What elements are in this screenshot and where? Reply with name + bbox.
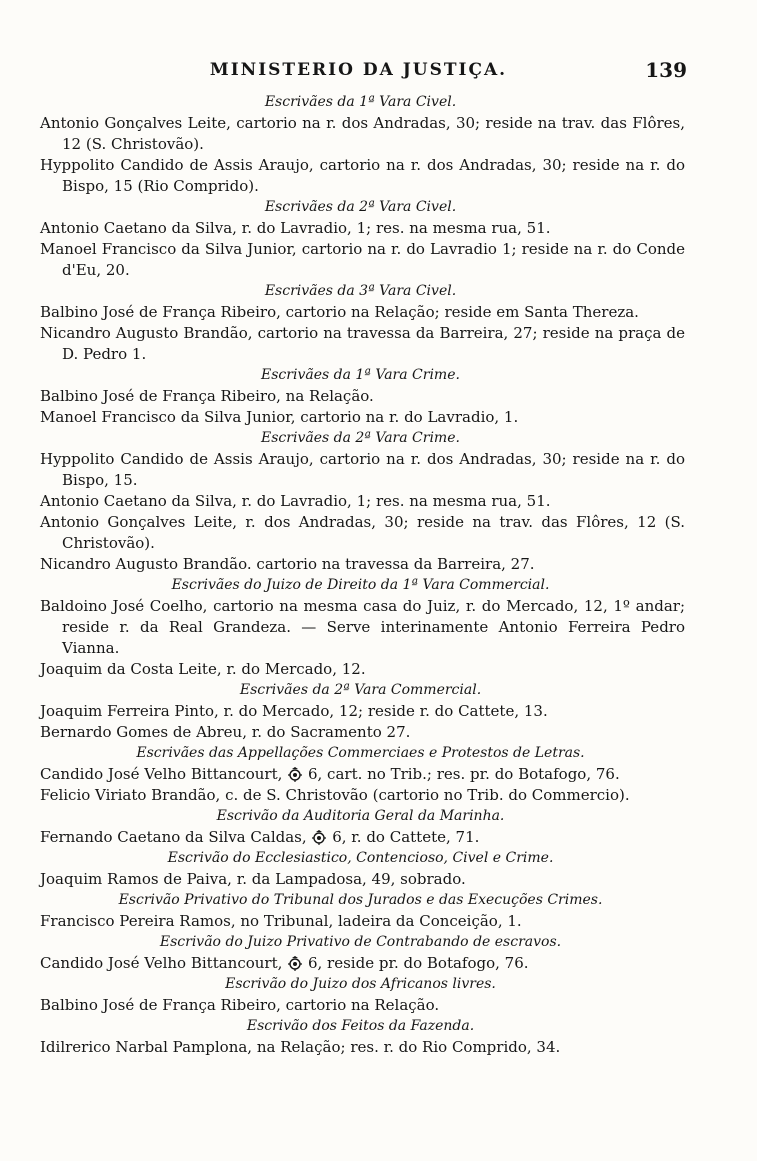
order-insignia-icon (287, 766, 303, 782)
order-insignia-icon (287, 955, 303, 971)
page-number: 139 (645, 58, 687, 82)
entry: Manoel Francisco da Silva Junior, cartorio na r. do Lavradio 1; reside na r. do Conde d'Eu, 20. (40, 240, 685, 279)
section-heading: Escrivão do Juizo Privativo de Contrabando de escravos. (159, 934, 562, 950)
entry-text-before-icon: Fernando Caetano da Silva Caldas, (40, 828, 307, 846)
entry: Nicandro Augusto Brandão. cartorio na travessa da Barreira, 27. (40, 555, 535, 573)
entry: Balbino José de França Ribeiro, na Relação. (40, 387, 374, 405)
section-heading: Escrivães das Appellações Commerciaes e Protestos de Letras. (136, 745, 585, 761)
section-heading: Escrivães da 2ª Vara Commercial. (239, 682, 482, 698)
entry-text-before-icon: Candido José Velho Bittancourt, (40, 954, 283, 972)
section-heading: Escrivão da Auditoria Geral da Marinha. (216, 808, 505, 824)
running-title: MINISTERIO DA JUSTIÇA. (209, 60, 508, 80)
entry: Bernardo Gomes de Abreu, r. do Sacramento 27. (40, 723, 411, 741)
entry: Balbino José de França Ribeiro, cartorio na Relação. (40, 996, 440, 1014)
entry: Francisco Pereira Ramos, no Tribunal, ladeira da Conceição, 1. (40, 912, 522, 930)
entry-text-after-icon: 6, reside pr. do Botafogo, 76. (307, 954, 529, 972)
section-heading: Escrivão Privativo do Tribunal dos Jurados e das Execuções Crimes. (118, 892, 603, 908)
entry (36, 827, 685, 848)
entry-text-after-icon: 6, r. do Cattete, 71. (332, 828, 480, 846)
entry: Joaquim Ramos de Paiva, r. da Lampadosa, 49, sobrado. (40, 870, 466, 888)
entry: Joaquim da Costa Leite, r. do Mercado, 12. (40, 660, 366, 678)
entry: Nicandro Augusto Brandão, cartorio na travessa da Barreira, 27; reside na praça de D. Pedro 1. (40, 324, 685, 363)
entry: Felicio Viriato Brandão, c. de S. Christovão (cartorio no Trib. do Commercio). (40, 786, 630, 804)
entry (36, 764, 685, 785)
section-heading: Escrivães da 1ª Vara Civel. (264, 94, 457, 110)
order-insignia-icon (311, 829, 327, 845)
section-heading: Escrivão do Juizo dos Africanos livres. (225, 976, 496, 992)
entry: Hyppolito Candido de Assis Araujo, cartorio na r. dos Andradas, 30; reside na r. do Bispo, 15. (40, 450, 685, 489)
section-heading: Escrivão dos Feitos da Fazenda. (246, 1018, 475, 1034)
entry-text-before-icon: Candido José Velho Bittancourt, (40, 765, 283, 783)
entry: Antonio Gonçalves Leite, cartorio na r. dos Andradas, 30; reside na trav. das Flôres, 12 (S. Christovão). (40, 114, 685, 153)
insignia-wrapper (307, 828, 333, 846)
insignia-wrapper (282, 954, 308, 972)
entry (36, 953, 685, 974)
entry: Antonio Caetano da Silva, r. do Lavradio, 1; res. na mesma rua, 51. (40, 219, 551, 237)
section-heading: Escrivães da 2ª Vara Crime. (261, 430, 460, 446)
section-heading: Escrivães da 2ª Vara Civel. (264, 199, 457, 215)
section-heading: Escrivães da 3ª Vara Civel. (264, 283, 457, 299)
entry: Hyppolito Candido de Assis Araujo, cartorio na r. dos Andradas, 30; reside na r. do Bispo, 15 (Rio Comprido). (40, 156, 685, 195)
section-heading: Escrivães da 1ª Vara Crime. (261, 367, 460, 383)
entry: Joaquim Ferreira Pinto, r. do Mercado, 12; reside r. do Cattete, 13. (40, 702, 548, 720)
section-heading: Escrivães do Juizo de Direito da 1ª Vara Commercial. (171, 577, 550, 593)
section-heading: Escrivão do Ecclesiastico, Contencioso, Civel e Crime. (167, 850, 554, 866)
entry: Idilrerico Narbal Pamplona, na Relação; res. r. do Rio Comprido, 34. (40, 1038, 561, 1056)
entry: Balbino José de França Ribeiro, cartorio na Relação; reside em Santa Thereza. (40, 303, 639, 321)
entry: Antonio Caetano da Silva, r. do Lavradio, 1; res. na mesma rua, 51. (40, 492, 551, 510)
document-body (36, 92, 685, 1058)
entry-text-after-icon: 6, cart. no Trib.; res. pr. do Botafogo, 76. (307, 765, 620, 783)
entry: Antonio Gonçalves Leite, r. dos Andradas, 30; reside na trav. das Flôres, 12 (S. Christovão). (40, 513, 685, 552)
entry: Manoel Francisco da Silva Junior, cartorio na r. do Lavradio, 1. (40, 408, 519, 426)
insignia-wrapper (282, 765, 308, 783)
page-header (40, 58, 687, 86)
entry: Baldoino José Coelho, cartorio na mesma casa do Juiz, r. do Mercado, 12, 1º andar; reside r. da Real Grandeza. — Serve interinamente Antonio Ferreira Pedro Vianna. (40, 597, 685, 657)
